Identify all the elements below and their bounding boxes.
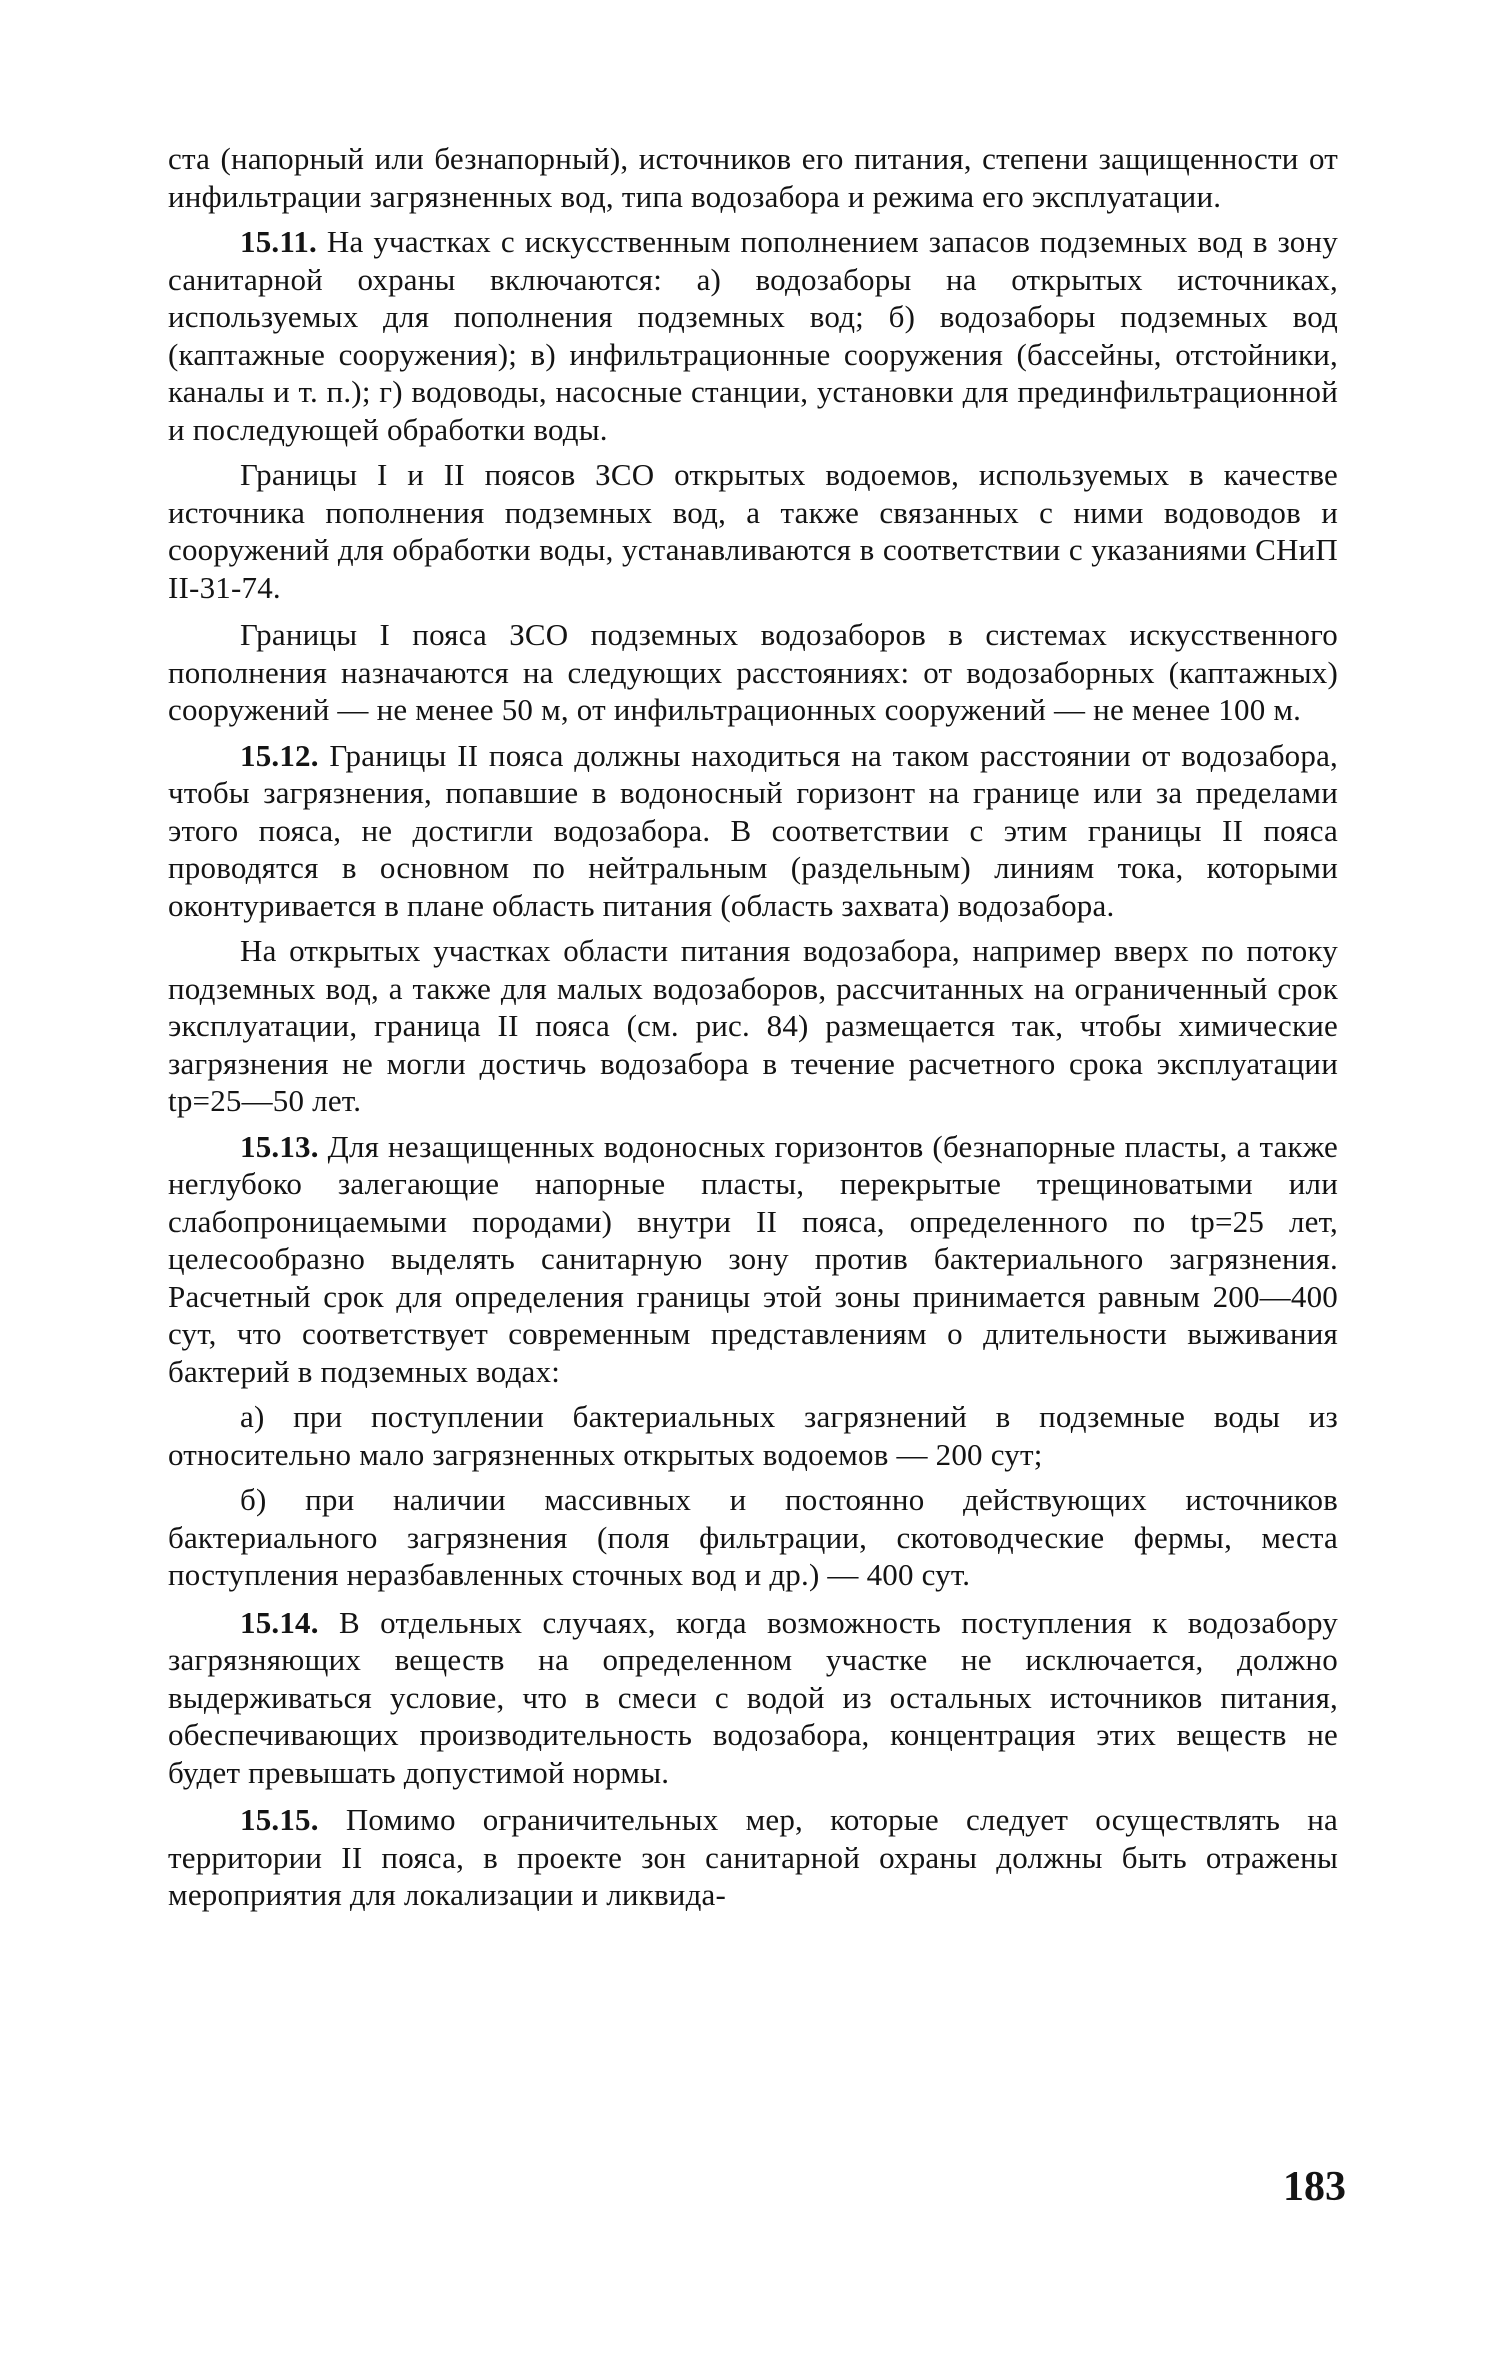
paragraph-text: а) при поступлении бактериальных загрязнений в подземные воды из относительно мало загрязненных открытых водоемов — 200 сут; — [168, 1399, 1338, 1472]
paragraph-text: В отдельных случаях, когда возможность поступления к водозабору загрязняющих веществ на определенном участке не исключается, должно выдерживаться условие, что в смеси с водой из остальных источников питания, обеспечивающих производительность водозабора, концентрация этих веществ не будет превышать допустимой нормы. — [168, 1604, 1338, 1790]
paragraph-text: Границы II пояса должны находиться на таком расстоянии от водозабора, чтобы загрязнения, попавшие в водоносный горизонт на границе или за пределами этого пояса, не достигли водозабора. В соответствии с этим границы II пояса проводятся в основном по нейтральным (раздельным) линиям тока, которыми оконтуривается в плане область питания (область захвата) водозабора. — [168, 737, 1338, 923]
section-number: 15.11. — [240, 224, 317, 259]
paragraph-text: На открытых участках области питания водозабора, например вверх по потоку подземных вод, а также для малых водозаборов, рассчитанных на ограниченный срок эксплуатации, граница II пояса (см. рис. 84) размещается так, чтобы химические загрязнения не могли достичь водозабора в течение расчетного срока эксплуатации tр=25—50 лет. — [168, 933, 1338, 1118]
paragraph-text: Границы I и II поясов ЗСО открытых водоемов, используемых в качестве источника пополнения подземных вод, а также связанных с ними водоводов и сооружений для обработки воды, устанавливаются в соответствии с указаниями СНиП II-31-74. — [168, 457, 1338, 605]
paragraph-15-12 — [168, 737, 1338, 925]
paragraph-text: б) при наличии массивных и постоянно действующих источников бактериального загрязнения (поля фильтрации, скотоводческие фермы, места поступления неразбавленных сточных вод и др.) — 400 сут. — [168, 1482, 1338, 1592]
page-body — [168, 140, 1338, 1922]
paragraph-text: ста (напорный или безнапорный), источников его питания, степени защищенности от инфильтрации загрязненных вод, типа водозабора и режима его эксплуатации. — [168, 141, 1338, 214]
paragraph-text: Для незащищенных водоносных горизонтов (безнапорные пласты, а также неглубоко залегающие напорные пласты, перекрытые трещиноватыми или слабопроницаемыми породами) внутри II пояса, определенного по tр=25 лет, целесообразно выделять санитарную зону против бактериального загрязнения. Расчетный срок для определения границы этой зоны принимается равным 200—400 сут, что соответствует современным представлениям о длительности выживания бактерий в подземных водах: — [168, 1128, 1338, 1389]
page-number: 183 — [1283, 2164, 1346, 2210]
list-item-b — [168, 1481, 1338, 1594]
paragraph-text: Помимо ограничительных мер, которые следует осуществлять на территории II пояса, в проекте зон санитарной охраны должны быть отражены мероприятия для локализации и ликвида- — [168, 1802, 1338, 1912]
section-number: 15.14. — [240, 1604, 319, 1640]
paragraph-text: На участках с искусственным пополнением запасов подземных вод в зону санитарной охраны включаются: а) водозаборы на открытых источниках, используемых для пополнения подземных вод; б) водозаборы подземных вод (каптажные сооружения); в) инфильтрационные сооружения (бассейны, отстойники, каналы и т. п.); г) водоводы, насосные станции, установки для прединфильтрационной и последующей обработки воды. — [168, 224, 1338, 447]
paragraph-continuation — [168, 140, 1338, 215]
section-number: 15.13. — [240, 1128, 319, 1164]
paragraph-open-areas — [168, 932, 1338, 1120]
section-number: 15.15. — [240, 1802, 319, 1837]
paragraph-15-15 — [168, 1801, 1338, 1914]
section-number: 15.12. — [240, 737, 319, 773]
paragraph-zone-one-distances — [168, 616, 1338, 729]
paragraph-zso-boundaries — [168, 456, 1338, 606]
list-item-a — [168, 1398, 1338, 1473]
paragraph-text: Границы I пояса ЗСО подземных водозаборов в системах искусственного пополнения назначаются на следующих расстояниях: от водозаборных (каптажных) сооружений — не менее 50 м, от инфильтрационных сооружений — не менее 100 м. — [168, 617, 1338, 727]
paragraph-15-11 — [168, 223, 1338, 448]
paragraph-15-14 — [168, 1604, 1338, 1792]
paragraph-15-13 — [168, 1128, 1338, 1391]
